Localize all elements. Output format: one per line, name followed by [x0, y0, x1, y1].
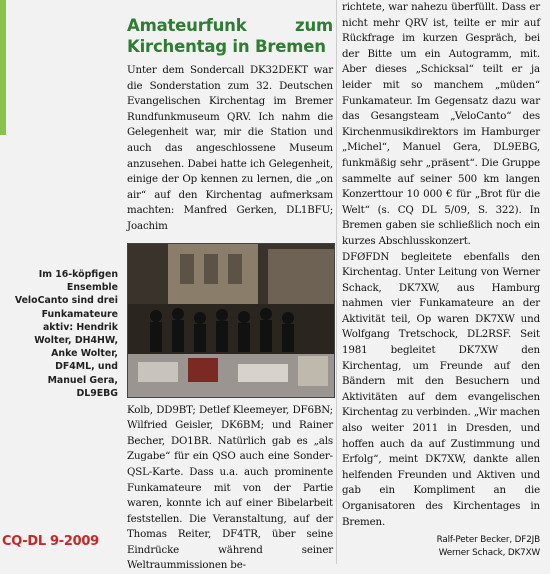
choir-photo [127, 243, 335, 398]
article-title: Amateurfunk zum Kirchentag in Bremen [127, 16, 333, 56]
article-column-1 [127, 0, 333, 574]
paragraph: Kolb, DD9BT; Detlef Kleemeyer, DF6BN; Wilfried Geisler, DK6BM; und Rainer Becher, DO1BR. Natürlich gab es „als Zugabe“ für ein QSO auch eine Sonder-QSL-Karte. Dass u.a. auch prominente Funkamateure mit von der Partie waren, konnte ich auf einer Bibelarbeit feststellen. Die Veranstaltung, auf der Thomas Reiter, DF4TR, über seine Eindrücke während seiner Weltraummissionen be- [127, 403, 333, 572]
accent-bar [0, 0, 6, 135]
paragraph: richtete, war nahezu überfüllt. Dass er nicht mehr QRV ist, teilte er mir auf Rückfrage im kurzen Gespräch, bei der Bitte um ein Autogramm, mit. Aber dieses „Schicksal“ teilt er ja leider mit so manchem „müden“ Funkamateur. Im Gegensatz dazu war das Gesangsteam „VeloCanto“ des Kirchenmusikdirektors im Hamburger „Michel“, Manuel Gera, DL9EBG, funkmäßig sehr „präsent“. Die Gruppe sammelte auf seiner 500 km langen Konzerttour 10 000 € für „Brot für die Welt“ (s. CQ DL 5/09, S. 322). In Bremen gaben sie schließlich noch ein kurzes Abschlusskonzert. [342, 1, 540, 247]
column-divider [336, 0, 337, 564]
paragraph: Unter dem Sondercall DK32DEKT war die Sonderstation zum 32. Deutschen Evangelischen Kirchentag im Bremer Rundfunkmuseum QRV. Ich nahm die Gelegenheit war, mir die Station und auch das angeschlossene Museum anzusehen. Dabei hatte ich Gelegenheit, einige der Op kennen zu lernen, die „on air“ auf den Kirchentag aufmerksam machten: Manfred Gerken, DL1BFU; Joachim [127, 64, 333, 232]
paragraph: DFØFDN begleitete ebenfalls den Kirchentag. Unter Leitung von Werner Schack, DK7XW, aus Hamburg nahmen vier Funkamateure an der Aktivität teil, Op waren DK7XW und Wolfgang Tretschock, DL2RSF. Seit 1981 begleitet DK7XW den Kirchentag, um Freunde auf den Bändern mit den Besuchern und Aktivitäten auf dem evangelischen Kirchentag zu verbinden. „Wir machen also weiter 2011 in Dresden, und hoffen auch da auf Zustimmung und Erfolg“, meint DK7XW, dankte allen helfenden Freunden und Aktiven und gab ein Kompliment an die Organisatoren des Kirchentages in Bremen. [342, 250, 540, 528]
article-column-2 [342, 0, 540, 560]
photo-caption: Im 16-köpfigen Ensemble VeloCanto sind drei Funkamateure aktiv: Hendrik Wolter, DH4HW, Anke Wolter, DF4ML, und Manuel Gera, DL9EBG [14, 269, 118, 399]
author-1: Ralf-Peter Becker, DF2JB [436, 535, 540, 546]
author-2: Werner Schack, DK7XW [438, 548, 540, 559]
publication-source: CQ-DL 9-2009 [2, 534, 99, 549]
author-signature [342, 534, 540, 560]
photo-illustration [128, 244, 334, 397]
